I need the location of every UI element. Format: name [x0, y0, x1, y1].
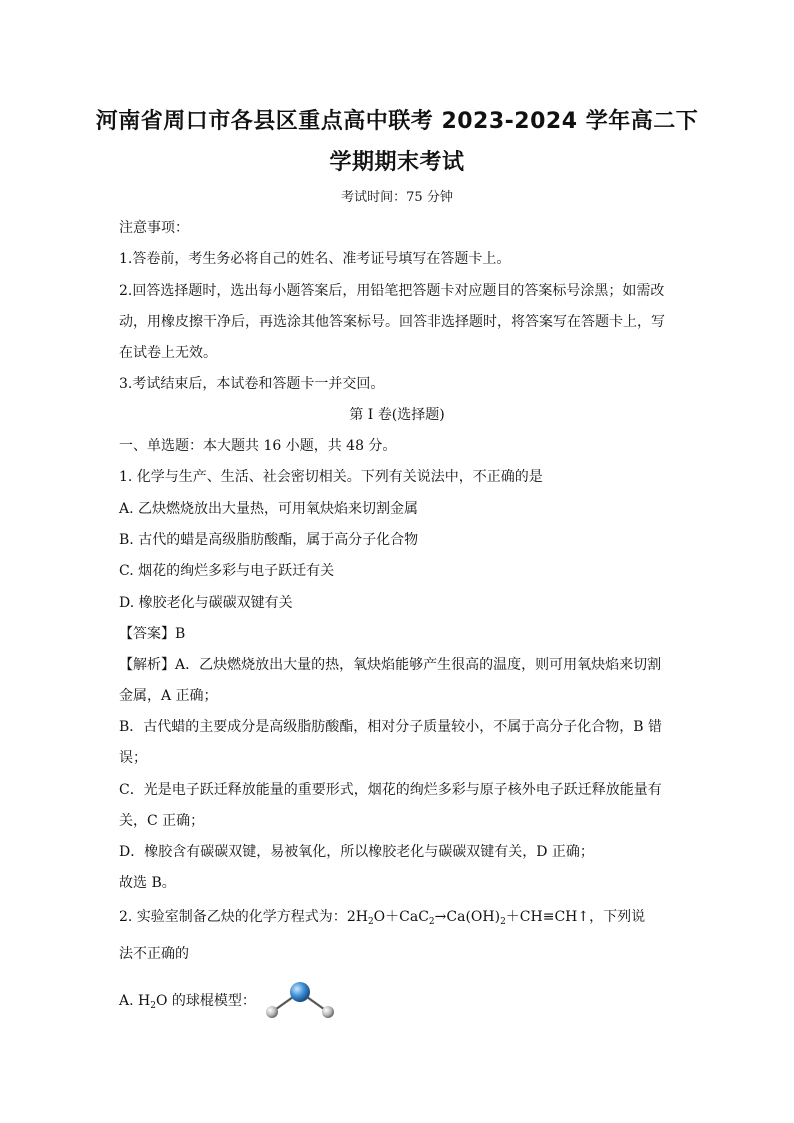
notes-heading: 注意事项：	[119, 220, 189, 236]
question-1-option-a: A. 乙炔燃烧放出大量热，可用氧炔焰来切割金属	[119, 501, 419, 517]
eq-part: ＋CH≡CH↑	[505, 909, 590, 925]
eq-subscript: 2	[500, 917, 506, 927]
analysis-line: 金属，A 正确；	[119, 688, 218, 704]
question-1-answer: 【答案】B	[119, 626, 186, 642]
option-a-prefix: A. H	[119, 993, 151, 1009]
part-heading: 一、单选题：本大题共 16 小题，共 48 分。	[119, 438, 397, 454]
section-title: 第 I 卷(选择题)	[349, 407, 445, 423]
analysis-line: 故选 B。	[119, 875, 176, 891]
eq-part: →Ca(OH)	[434, 909, 501, 925]
option-a-suffix: O 的球棍模型：	[155, 993, 256, 1009]
analysis-line: 关，C 正确；	[119, 813, 205, 829]
note-item-2-line-2: 动，用橡皮擦干净后，再选涂其他答案标号。回答非选择题时，将答案写在答题卡上，写	[119, 314, 665, 330]
note-item-3: 3.考试结束后，本试卷和答题卡一并交回。	[119, 376, 385, 392]
oxygen-atom	[290, 982, 310, 1002]
hydrogen-atom-right	[322, 1006, 334, 1018]
option-a-subscript: 2	[150, 1001, 156, 1011]
eq-part: O＋CaC	[373, 909, 429, 925]
question-1-stem: 1. 化学与生产、生活、社会密切相关。下列有关说法中，不正确的是	[119, 469, 543, 485]
analysis-line: B．古代蜡的主要成分是高级脂肪酸酯，相对分子质量较小，不属于高分子化合物，B 错	[119, 719, 663, 735]
analysis-line: 误；	[119, 750, 147, 766]
eq-subscript: 2	[428, 917, 435, 927]
question-1-option-c: C. 烟花的绚烂多彩与电子跃迁有关	[119, 563, 335, 579]
question-2-stem	[119, 907, 679, 932]
chemical-equation	[347, 909, 589, 925]
analysis-line: C．光是电子跃迁释放能量的重要形式，烟花的绚烂多彩与原子核外电子跃迁释放能量有	[119, 782, 662, 798]
question-2-stem-suffix: ，下列说	[589, 909, 646, 925]
analysis-line: 【解析】A．乙炔燃烧放出大量的热，氧炔焰能够产生很高的温度，则可用氧炔焰来切割	[119, 657, 662, 673]
note-item-2-line-1: 2.回答选择题时，选出每小题答案后，用铅笔把答题卡对应题目的答案标号涂黑；如需改	[119, 283, 665, 299]
exam-title-line-2: 学期期末考试	[329, 150, 465, 175]
hydrogen-atom-left	[266, 1006, 278, 1018]
note-item-2-line-3: 在试卷上无效。	[119, 345, 217, 361]
note-item-1: 1.答卷前，考生务必将自己的姓名、准考证号填写在答题卡上。	[119, 251, 511, 267]
exam-title-line-1: 河南省周口市各县区重点高中联考 2023-2024 学年高二下	[95, 109, 699, 134]
exam-time: 考试时间：75 分钟	[341, 190, 453, 205]
question-2-stem-line-2: 法不正确的	[119, 946, 189, 962]
analysis-line: D．橡胶含有碳碳双键，易被氧化，所以橡胶老化与碳碳双键有关，D 正确；	[119, 844, 594, 860]
eq-subscript: 2	[367, 917, 374, 927]
eq-part: 2H	[346, 909, 368, 925]
question-2-option-a	[119, 991, 679, 1016]
question-2-stem-prefix: 2. 实验室制备乙炔的化学方程式为：	[119, 909, 347, 925]
water-ball-stick-model	[262, 980, 342, 1024]
question-1-option-d: D. 橡胶老化与碳碳双键有关	[119, 595, 293, 611]
question-1-option-b: B. 古代的蜡是高级脂肪酸酯，属于高分子化合物	[119, 532, 419, 548]
